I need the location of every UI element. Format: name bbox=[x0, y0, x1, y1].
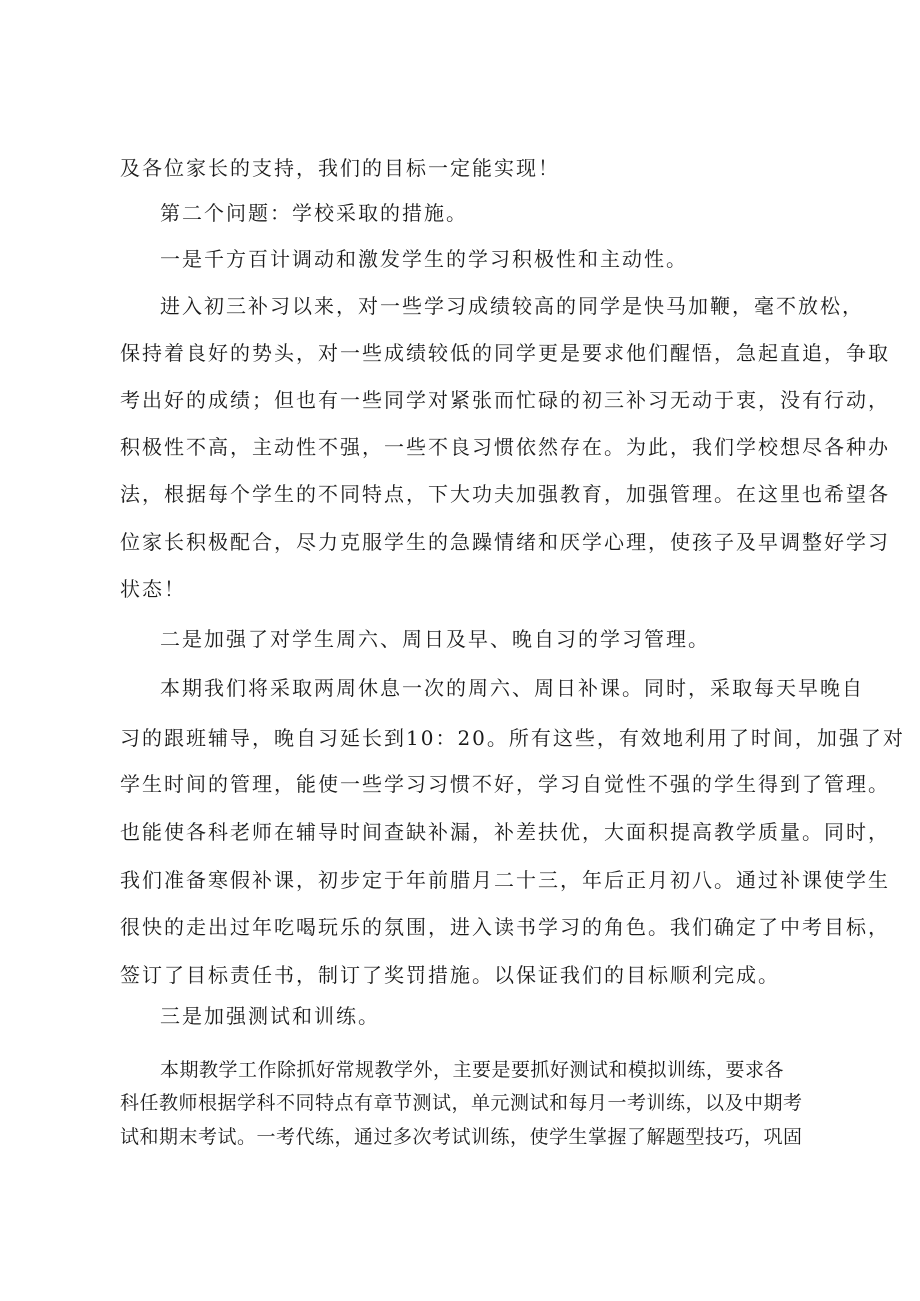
paragraph-line: 积极性不高，主动性不强，一些不良习惯依然存在。为此，我们学校想尽各种办 bbox=[120, 435, 890, 459]
subsection-heading: 一是千方百计调动和激发学生的学习积极性和主动性。 bbox=[160, 247, 688, 271]
paragraph-line: 及各位家长的支持，我们的目标一定能实现！ bbox=[120, 156, 560, 180]
paragraph-line: 习的跟班辅导，晚自习延长到10：20。所有这些，有效地利用了时间，加强了对 bbox=[120, 726, 905, 750]
paragraph-line: 签订了目标责任书，制订了奖罚措施。以保证我们的目标顺利完成。 bbox=[120, 963, 780, 987]
paragraph-line: 学生时间的管理，能使一些学习习惯不好，学习自觉性不强的学生得到了管理。 bbox=[120, 772, 890, 796]
paragraph-line: 本期我们将采取两周休息一次的周六、周日补课。同时，采取每天早晚自 bbox=[160, 676, 864, 700]
paragraph-line: 本期教学工作除抓好常规教学外，主要是要抓好测试和模拟训练，要求各 bbox=[160, 1059, 785, 1081]
paragraph-line: 科任教师根据学科不同特点有章节测试，单元测试和每月一考训练，以及中期考 bbox=[120, 1092, 803, 1114]
paragraph-line: 很快的走出过年吃喝玩乐的氛围，进入读书学习的角色。我们确定了中考目标， bbox=[120, 915, 890, 939]
section-heading: 第二个问题：学校采取的措施。 bbox=[160, 201, 468, 225]
subsection-heading: 二是加强了对学生周六、周日及早、晚自习的学习管理。 bbox=[160, 627, 710, 651]
paragraph-line: 保持着良好的势头，对一些成绩较低的同学更是要求他们醒悟，急起直追，争取 bbox=[120, 341, 890, 365]
paragraph-line: 状态！ bbox=[120, 577, 186, 601]
subsection-heading: 三是加强测试和训练。 bbox=[160, 1004, 380, 1028]
paragraph-line: 也能使各科老师在辅导时间查缺补漏，补差扶优，大面积提高教学质量。同时， bbox=[120, 820, 890, 844]
paragraph-line: 我们准备寒假补课，初步定于年前腊月二十三，年后正月初八。通过补课使学生 bbox=[120, 868, 890, 892]
paragraph-line: 进入初三补习以来，对一些学习成绩较高的同学是快马加鞭，毫不放松， bbox=[160, 294, 864, 318]
paragraph-line: 法，根据每个学生的不同特点，下大功夫加强教育，加强管理。在这里也希望各 bbox=[120, 482, 890, 506]
paragraph-line: 考出好的成绩；但也有一些同学对紧张而忙碌的初三补习无动于衷，没有行动， bbox=[120, 388, 890, 412]
paragraph-line: 位家长积极配合，尽力克服学生的急躁情绪和厌学心理，使孩子及早调整好学习 bbox=[120, 530, 890, 554]
paragraph-line: 试和期末考试。一考代练，通过多次考试训练，使学生掌握了解题型技巧，巩固 bbox=[120, 1126, 803, 1148]
